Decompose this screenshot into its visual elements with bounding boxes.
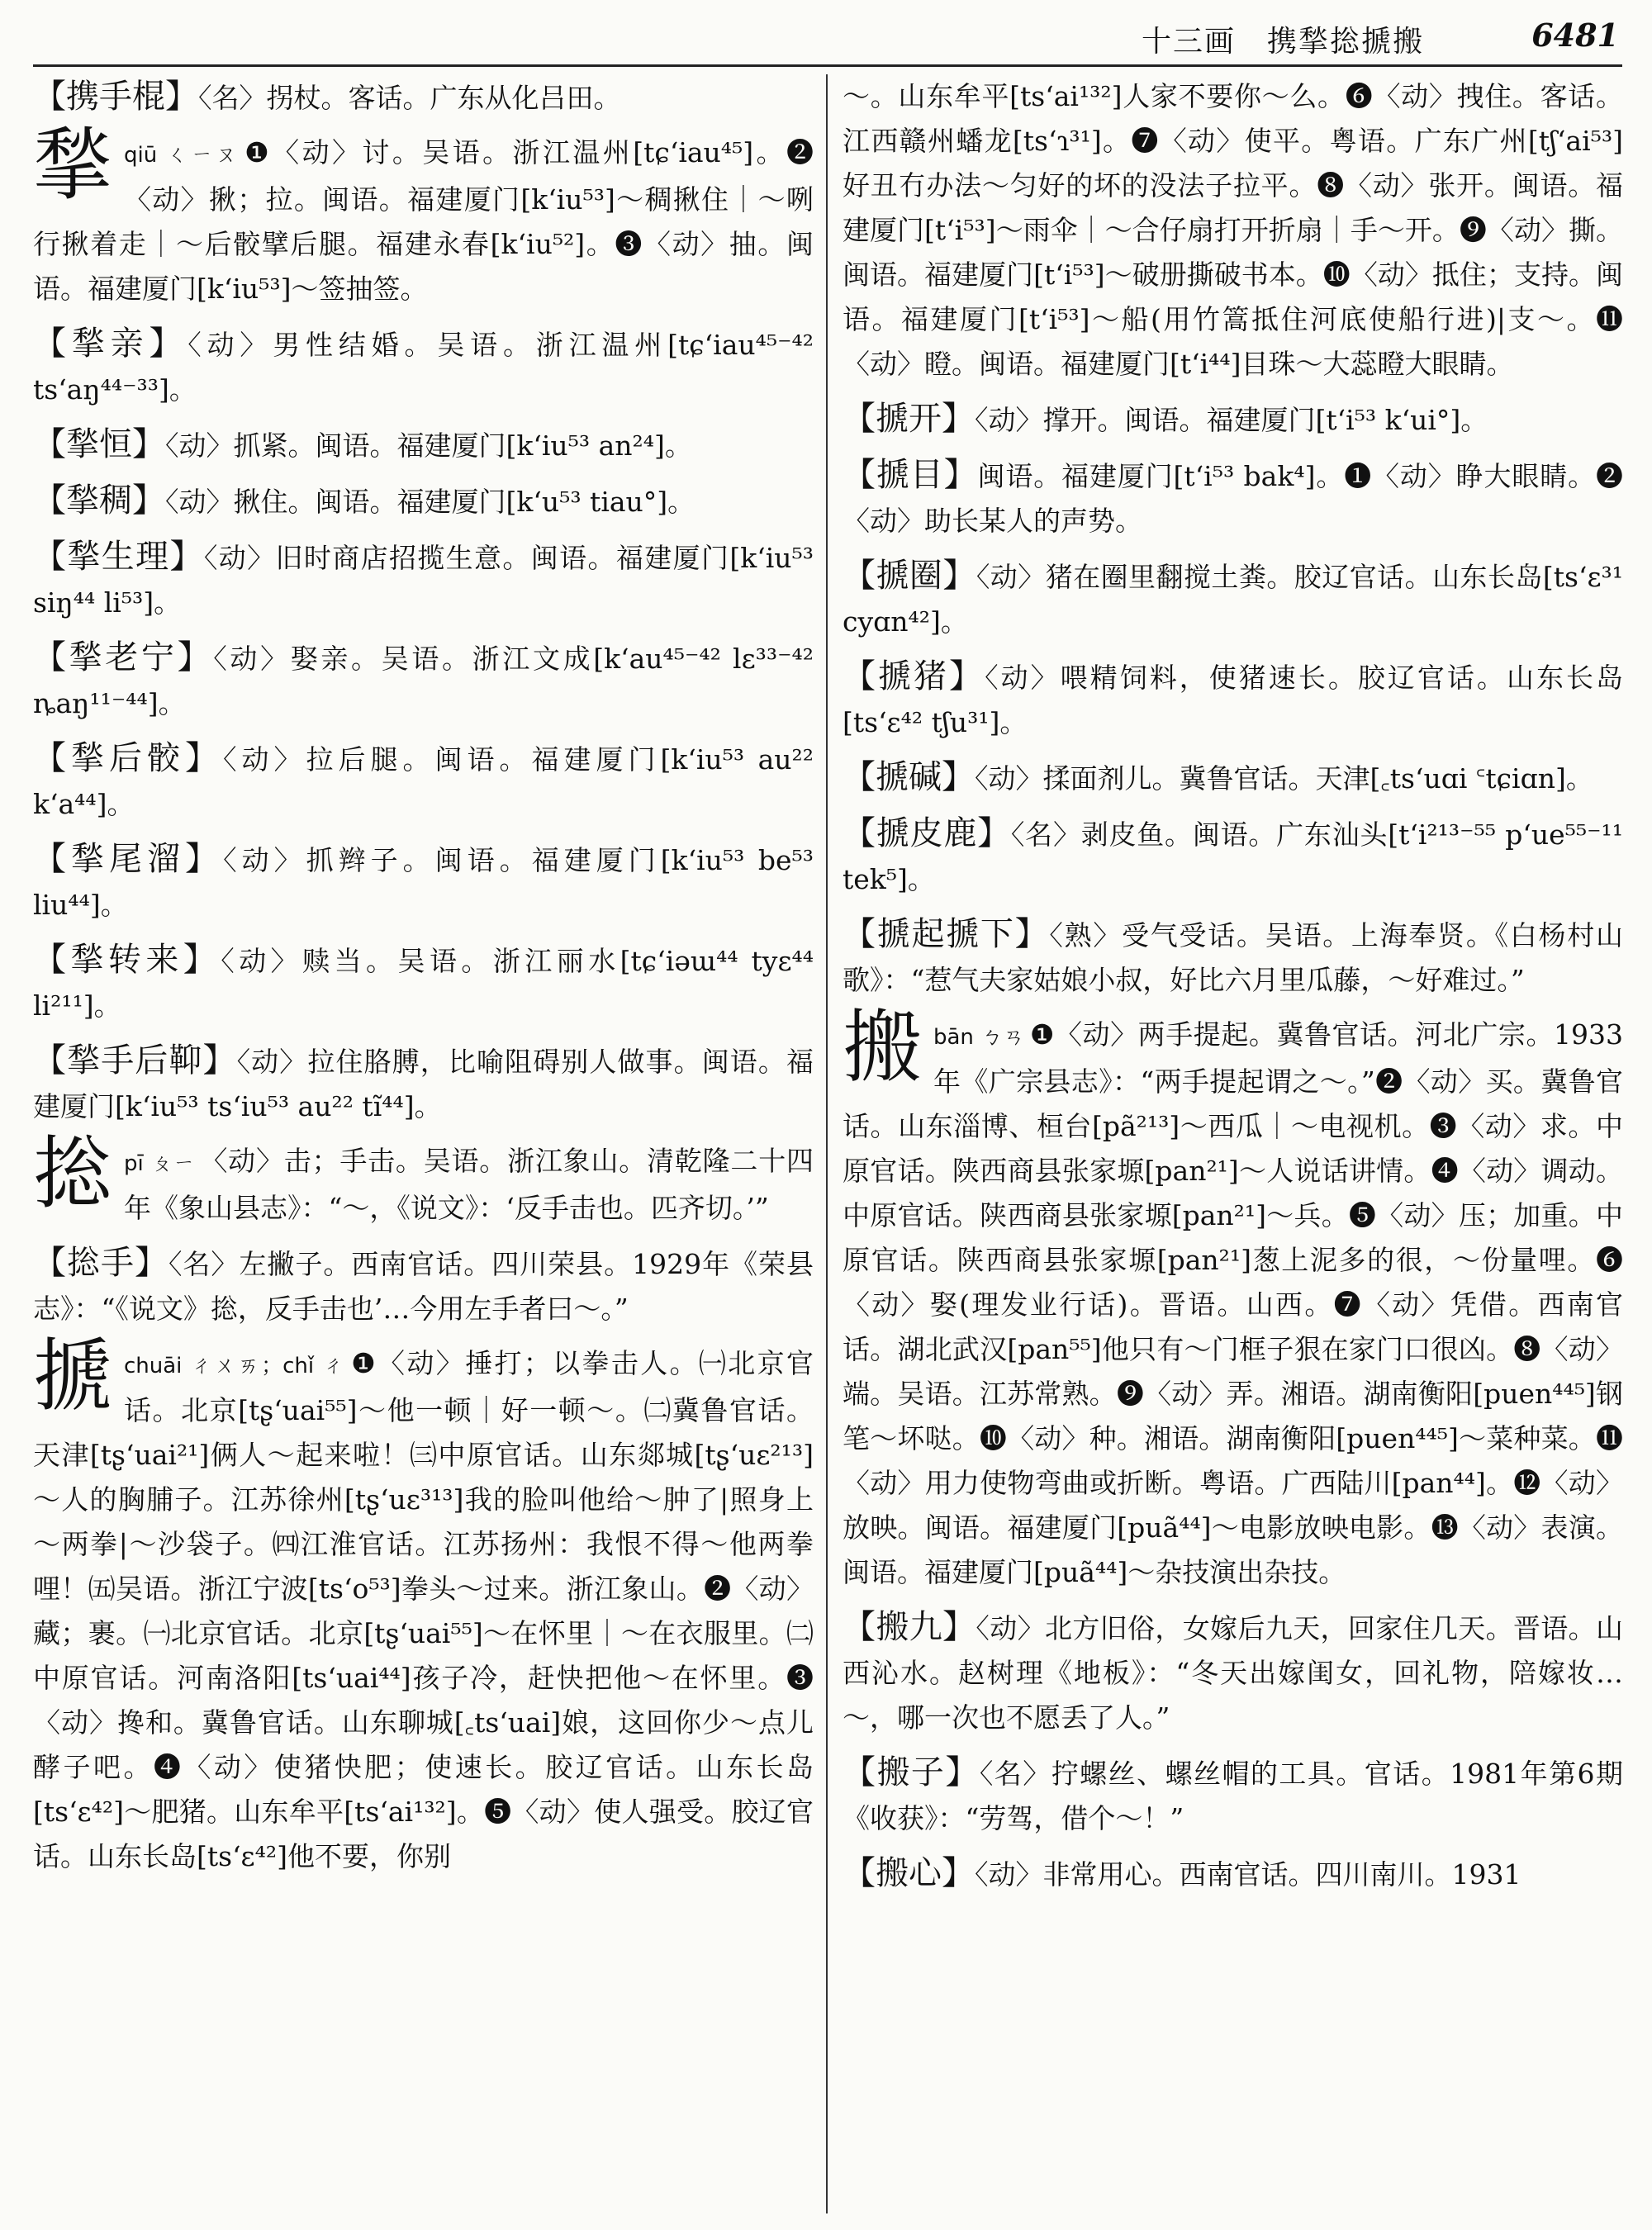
- pinyin-reading: pī ㄆㄧ: [124, 1151, 196, 1176]
- compound-headword: 【揫尾溜】: [33, 840, 224, 878]
- entry-definition: 〈名〉剥皮鱼。闽语。广东汕头[t‘i²¹³⁻⁵⁵ p‘ue⁵⁵⁻¹¹ tek⁵]。: [843, 818, 1623, 895]
- compound-headword: 【搋开】: [843, 400, 975, 438]
- entry-definition: 〈动〉撑开。闽语。福建厦门[t‘i⁵³ k‘ui°]。: [975, 404, 1488, 436]
- compound-headword: 【搋起搋下】: [843, 915, 1050, 953]
- dictionary-entry: [33, 422, 814, 468]
- compound-headword: 【揫老宁】: [33, 638, 214, 676]
- pinyin-reading: bān ㄅㄢ: [933, 1025, 1025, 1050]
- compound-headword: 【携手棍】: [33, 78, 198, 116]
- entry-definition: 〈动〉揉面剂儿。冀鲁官话。天津[꜀ts‘uɑi ꜂tɕiɑn]。: [975, 762, 1593, 795]
- entry-definition: ❶〈动〉两手提起。冀鲁官话。河北广宗。1933年《广宗县志》：“两手提起谓之～。”❷〈动〉买。冀鲁官话。山东淄博、桓台[pã²¹³]～西瓜｜～电视机。❸〈动〉求。中原官话。陕西商县张家塬[pan²¹]～人说话讲情。❹〈动〉调动。中原官话。陕西商县张家塬[pan²¹]～兵。❺〈动〉压；加重。中原官话。陕西商县张家塬[pan²¹]葱上泥多的很，～份量哩。❻〈动〉娶(理发业行话)。晋语。山西。❼〈动〉凭借。西南官话。湖北武汉[pan⁵⁵]他只有～门框子狠在家门口很凶。❽〈动〉端。吴语。江苏常熟。❾〈动〉弄。湘语。湖南衡阳[puen⁴⁴⁵]钢笔～坏哒。❿〈动〉种。湘语。湖南衡阳[puen⁴⁴⁵]～菜种菜。⓫〈动〉用力使物弯曲或折断。粤语。广西陆川[pan⁴⁴]。⓬〈动〉放映。闽语。福建厦门[puã⁴⁴]～电影放映电影。⓭〈动〉表演。闽语。福建厦门[puã⁴⁴]～杂技演出杂技。: [843, 1018, 1623, 1588]
- dictionary-entry: [33, 534, 814, 625]
- pinyin-reading: chuāi ㄔㄨㄞ；chǐ ㄔ: [124, 1354, 347, 1378]
- entry-definition: 〈动〉喂精饲料，使猪速长。胶辽官话。山东长岛[ts‘ɛ⁴² tʃu³¹]。: [843, 662, 1623, 738]
- compound-headword: 【搋圈】: [843, 557, 976, 595]
- dictionary-entry: [843, 755, 1623, 801]
- entry-definition: ❶〈动〉捶打；以拳击人。㈠北京官话。北京[tʂ‘uai⁵⁵]～他一顿｜好一顿～。㈡冀鲁官话。天津[tʂ‘uai²¹]俩人～起来啦！㈢中原官话。山东郯城[tʂ‘uɛ²¹³]～人的胸脯子。江苏徐州[tʂ‘uɛ³¹³]我的脸叫他给～肿了|照身上～两拳|～沙袋子。㈣江淮官话。江苏扬州：我恨不得～他两拳哩！㈤吴语。浙江宁波[ts‘o⁵³]拳头～过来。浙江象山。❷〈动〉藏；裹。㈠北京官话。北京[tʂ‘uai⁵⁵]～在怀里｜～在衣服里。㈡中原官话。河南洛阳[ts‘uai⁴⁴]孩子冷，赶快把他～在怀里。❸〈动〉搀和。冀鲁官话。山东聊城[꜀ts‘uai]娘，这回你少～点儿酵子吧。❹〈动〉使猪快肥；使速长。胶辽官话。山东长岛[ts‘ɛ⁴²]～肥猪。山东牟平[ts‘ai¹³²]。❺〈动〉使人强受。胶辽官话。山东长岛[ts‘ɛ⁴²]他不要，你别: [33, 1347, 814, 1872]
- dictionary-entry: [33, 1038, 814, 1129]
- compound-headword: 【捴手】: [33, 1244, 169, 1282]
- entry-definition: ～。山东牟平[ts‘ai¹³²]人家不要你～么。❻〈动〉拽住。客话。江西赣州蟠龙[ts‘ɿ³¹]。❼〈动〉使平。粤语。广东广州[tʃ‘ai⁵³]好丑冇办法～匀好的坏的没法子拉平。❽〈动〉张开。闽语。福建厦门[t‘i⁵³]～雨伞｜～合仔扇打开折扇｜手～开。❾〈动〉撕。闽语。福建厦门[t‘i⁵³]～破册撕破书本。❿〈动〉抵住；支持。闽语。福建厦门[t‘i⁵³]～船(用竹篙抵住河底使船行进)|支～。⓫〈动〉瞪。闽语。福建厦门[t‘i⁴⁴]目珠～大蕊瞪大眼睛。: [843, 80, 1623, 380]
- dictionary-entry: [33, 1127, 814, 1231]
- dictionary-entry: [33, 1330, 814, 1879]
- dictionary-entry: [33, 321, 814, 412]
- compound-headword: 【揫亲】: [33, 325, 188, 363]
- dictionary-entry: [33, 478, 814, 524]
- dictionary-entry: [843, 654, 1623, 745]
- dictionary-entry: [843, 396, 1623, 443]
- compound-headword: 【揫后骹】: [33, 739, 223, 777]
- page-header: [33, 12, 1622, 67]
- entry-definition: 〈动〉北方旧俗，女嫁后九天，回家住几天。晋语。山西沁水。赵树理《地板》：“冬天出嫁闺女，回礼物，陪嫁妆…～，哪一次也不愿丢了人。”: [843, 1612, 1623, 1734]
- entry-definition: 〈名〉拐杖。客话。广东从化吕田。: [198, 82, 621, 114]
- compound-headword: 【揫恒】: [33, 425, 165, 463]
- dictionary-entry: [843, 912, 1623, 1003]
- page-number: 6481: [1531, 17, 1619, 54]
- dictionary-entry: [33, 937, 814, 1028]
- entry-definition: 〈动〉击；手击。吴语。浙江象山。清乾隆二十四年《象山县志》：“～，《说文》：‘反手击也。匹齐切。’”: [124, 1145, 814, 1224]
- dictionary-entry: [33, 736, 814, 827]
- entry-definition: 〈名〉拧螺丝、螺丝帽的工具。官话。1981年第6期《收获》：“劳驾，借个～！”: [843, 1758, 1623, 1834]
- entry-definition: 〈动〉娶亲。吴语。浙江文成[k‘au⁴⁵⁻⁴² lɛ³³⁻⁴² ȵaŋ¹¹⁻⁴⁴]。: [33, 643, 814, 719]
- entry-definition: 〈动〉抓紧。闽语。福建厦门[k‘iu⁵³ an²⁴]。: [165, 429, 692, 462]
- dictionary-entry: [843, 1605, 1623, 1740]
- compound-headword: 【搋猪】: [843, 657, 985, 695]
- entry-definition: 〈动〉非常用心。西南官话。四川南川。1931: [975, 1858, 1521, 1891]
- dictionary-entry: [843, 1001, 1623, 1595]
- running-title: 十三画 携揫捴搋搬: [1141, 25, 1424, 59]
- entry-definition: 〈动〉赎当。吴语。浙江丽水[tɕ‘iəɯ⁴⁴ tyɛ⁴⁴ li²¹¹]。: [33, 945, 814, 1022]
- column-divider: [826, 74, 828, 2213]
- dictionary-entry: [33, 837, 814, 928]
- right-column: [843, 74, 1623, 2222]
- entry-definition: 〈动〉拉住胳膊，比喻阻碍别人做事。闽语。福建厦门[k‘iu⁵³ ts‘iu⁵³ au²² tĩ⁴⁴]。: [33, 1046, 814, 1122]
- dictionary-entry: [843, 811, 1623, 902]
- dictionary-entry: [843, 74, 1623, 387]
- dictionary-entry: [33, 1241, 814, 1331]
- entry-definition: 〈动〉抓辫子。闽语。福建厦门[k‘iu⁵³ be⁵³ liu⁴⁴]。: [33, 844, 814, 921]
- compound-headword: 【搋碱】: [843, 758, 975, 796]
- entry-definition: 〈动〉男性结婚。吴语。浙江温州[tɕ‘iau⁴⁵⁻⁴² ts‘aŋ⁴⁴⁻³³]。: [33, 329, 814, 406]
- headword-character: 捴: [33, 1127, 112, 1220]
- entry-definition: 〈熟〉受气受话。吴语。上海奉贤。《白杨村山歌》：“惹气夫家姑娘小叔，好比六月里瓜藤，～好难过。”: [843, 919, 1623, 996]
- entry-definition: ❶〈动〉讨。吴语。浙江温州[tɕ‘iau⁴⁵]。❷〈动〉揪；拉。闽语。福建厦门[k‘iu⁵³]～稠揪住｜～咧行揪着走｜～后骹擘后腿。福建永春[k‘iu⁵²]。❸〈动〉抽。闽语。福建厦门[k‘iu⁵³]～签抽签。: [33, 136, 814, 305]
- entry-definition: 〈动〉揪住。闽语。福建厦门[k‘u⁵³ tiau°]。: [165, 486, 695, 518]
- compound-headword: 【揫稠】: [33, 482, 165, 520]
- compound-headword: 【揫生理】: [33, 538, 204, 576]
- compound-headword: 【搋目】: [843, 456, 978, 494]
- entry-definition: 〈动〉猪在圈里翻搅土粪。胶辽官话。山东长岛[ts‘ɛ³¹ cyɑn⁴²]。: [843, 561, 1623, 638]
- headword-character: 搋: [33, 1330, 112, 1422]
- compound-headword: 【搋皮鹿】: [843, 814, 1011, 852]
- dictionary-entry: [33, 74, 814, 121]
- compound-headword: 【搬九】: [843, 1608, 976, 1646]
- compound-headword: 【搬子】: [843, 1753, 980, 1791]
- compound-headword: 【搬心】: [843, 1854, 975, 1892]
- headword-character: 搬: [843, 1001, 922, 1094]
- dictionary-entry: [843, 553, 1623, 644]
- entry-definition: 〈名〉左撇子。西南官话。四川荣县。1929年《荣县志》：“《说文》捴，反手击也’…今用左手者曰～。”: [33, 1248, 814, 1325]
- compound-headword: 【揫转来】: [33, 941, 221, 979]
- dictionary-entry: [843, 453, 1623, 543]
- entry-definition: 闽语。福建厦门[t‘i⁵³ bak⁴]。❶〈动〉睁大眼睛。❷〈动〉助长某人的声势。: [843, 460, 1623, 537]
- dictionary-entry: [843, 1851, 1623, 1897]
- pinyin-reading: qiū ㄑㄧㄡ: [124, 143, 240, 168]
- compound-headword: 【揫手后䩕】: [33, 1041, 237, 1079]
- entry-definition: 〈动〉旧时商店招揽生意。闽语。福建厦门[k‘iu⁵³ siŋ⁴⁴ li⁵³]。: [33, 542, 814, 619]
- dictionary-entry: [843, 1750, 1623, 1841]
- dictionary-entry: [33, 119, 814, 311]
- entry-definition: 〈动〉拉后腿。闽语。福建厦门[k‘iu⁵³ au²² k‘a⁴⁴]。: [33, 743, 814, 820]
- left-column: [33, 74, 814, 2222]
- headword-character: 揫: [33, 119, 112, 211]
- dictionary-entry: [33, 635, 814, 726]
